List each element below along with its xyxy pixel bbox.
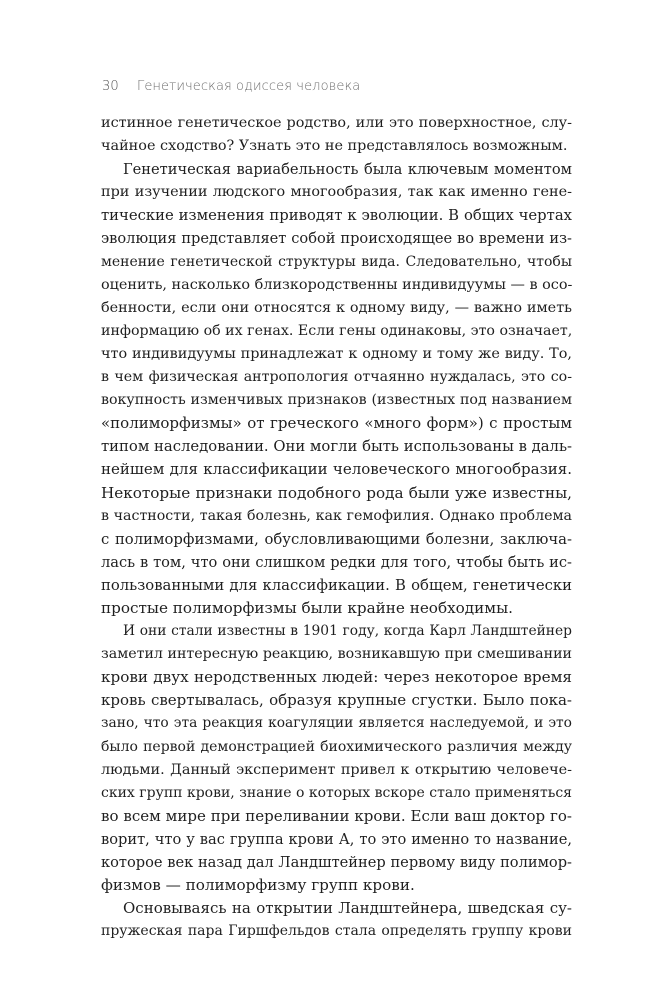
text-line: было первой демонстрацией биохимического различия между bbox=[101, 738, 572, 755]
text-line: с полиморфизмами, обусловливающими болезни, заключа- bbox=[101, 530, 572, 548]
text-line: зано, что эта реакция коагуляции является наследуемой, и это bbox=[101, 715, 572, 732]
text-line: пружеская пара Гиршфельдов стала определять группу крови bbox=[101, 923, 572, 940]
text-line: во всем мире при переливании крови. Если ваш доктор го- bbox=[101, 806, 572, 825]
running-head bbox=[102, 79, 360, 94]
text-line: эволюция представляет собой происходящее во времени из- bbox=[101, 230, 572, 248]
text-line: тические изменения приводят к эволюции. В общих чертах bbox=[101, 207, 572, 225]
body-text bbox=[101, 112, 572, 943]
text-line: физмов — полиморфизму групп крови. bbox=[101, 876, 415, 895]
text-line: крови двух неродственных людей: через некоторое время bbox=[101, 668, 572, 687]
running-title: Генетическая одиссея человека bbox=[136, 79, 361, 94]
text-line: бенности, если они относятся к одному виду, — важно иметь bbox=[101, 299, 572, 316]
text-line: при изучении людского многообразия, так как именно гене- bbox=[101, 184, 572, 201]
text-line: Основываясь на открытии Ландштейнера, шведская су- bbox=[123, 899, 572, 918]
text-line: которое век назад дал Ландштейнер первому виду полимор- bbox=[101, 854, 572, 871]
text-line: лась в том, что они слишком редки для того, чтобы быть ис- bbox=[101, 553, 572, 571]
text-line: что индивидуумы принадлежат к одному и тому же виду. То, bbox=[101, 345, 572, 362]
text-line: ворит, что у вас группа крови А, то это именно то название, bbox=[101, 830, 572, 848]
text-line: типом наследовании. Они могли быть использованы в даль- bbox=[101, 438, 572, 456]
text-line: чайное сходство? Узнать это не представлялось возможным. bbox=[101, 138, 568, 155]
text-line: Генетическая вариабельность была ключевым моментом bbox=[123, 161, 572, 179]
text-line: И они стали известны в 1901 году, когда Карл Ландштейнер bbox=[123, 623, 572, 640]
text-line: людьми. Данный эксперимент привел к открытию человече- bbox=[101, 761, 572, 778]
text-line: истинное генетическое родство, или это поверхностное, слу- bbox=[101, 115, 572, 131]
text-line: пользованными для классификации. В общем, генетически bbox=[101, 576, 572, 594]
text-line: «полиморфизмы» от греческого «много форм») с простым bbox=[101, 414, 572, 433]
text-line: заметил интересную реакцию, возникавшую при смешивании bbox=[101, 646, 572, 663]
text-line: менение генетической структуры вида. Следовательно, чтобы bbox=[101, 253, 572, 270]
text-line: в чем физическая антропология отчаянно нуждалась, это со- bbox=[101, 369, 572, 386]
text-line: оценить, насколько близкородственны индивидуумы — в осо- bbox=[101, 276, 573, 293]
page-number: 30 bbox=[102, 79, 119, 94]
text-line: Некоторые признаки подобного рода были уже известны, bbox=[101, 483, 572, 502]
text-line: простые полиморфизмы были крайне необходимы. bbox=[101, 598, 514, 617]
text-line: нейшем для классификации человеческого многообразия. bbox=[101, 460, 572, 479]
text-line: вокупность изменчивых признаков (известных под названием bbox=[101, 392, 572, 409]
text-line: в частности, такая болезнь, как гемофилия. Однако проблема bbox=[101, 507, 572, 524]
text-line: ских групп крови, знание о которых вскоре стало применяться bbox=[101, 784, 572, 801]
text-line: кровь свертывалась, образуя крупные сгустки. Было пока- bbox=[101, 691, 572, 710]
text-line: информацию об их генах. Если гены одинаковы, это означает, bbox=[101, 322, 573, 339]
